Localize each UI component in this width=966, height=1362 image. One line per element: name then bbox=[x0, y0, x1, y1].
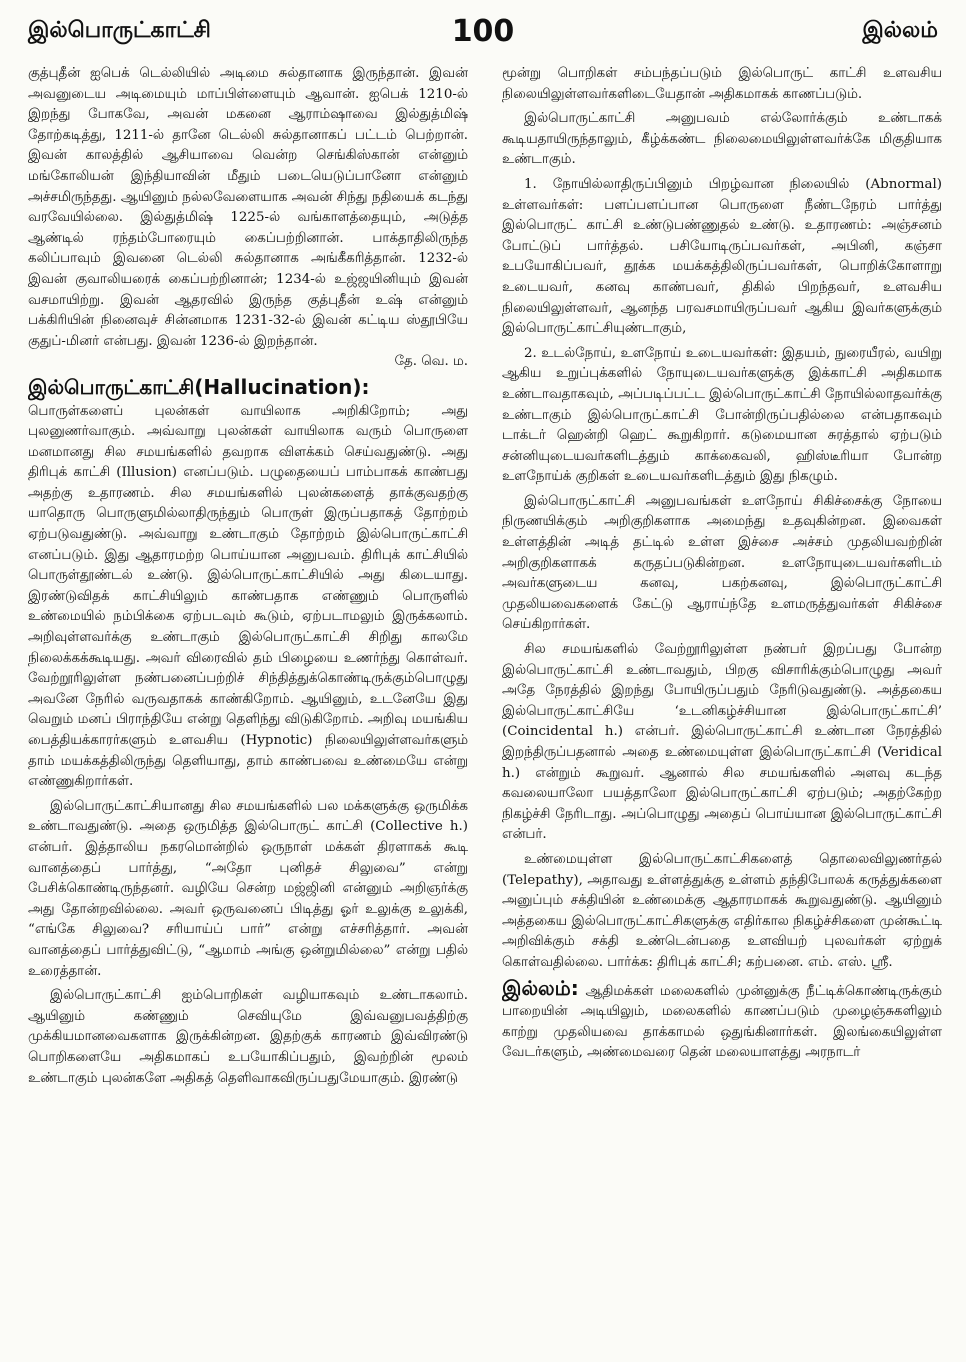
entry-paragraph bbox=[502, 975, 942, 1064]
page-number: 100 bbox=[451, 14, 515, 49]
left-column bbox=[28, 64, 468, 1354]
paragraph: 2. உடல்நோய், உளநோய் உடையவர்கள்: இதயம், நுரையீரல், வயிறு ஆகிய உறுப்புக்களில் நோயுடையவர்களுக்கு இக்காட்சி அதிகமாக உண்டாவதாகவும், அப்படிப்பட்ட இல்பொருட்காட்சி நோயில்லாதவர்க்கு உண்டாகும் இல்பொருட்காட்சி போன்றிருப்பதில்லை என்பதாகவும் டாக்டர் ஹென்றி ஹெட் கூறுகிறார். கடுமையான சுரத்தால் ஏற்படும் சன்னியுடையவர்களிடத்தும் காக்கைவலி, ஹிஸ்டீரியா போன்ற உளநோய்க் குறிகள் உடையவர்களிடத்தும் இது நிகழும். bbox=[502, 345, 942, 485]
paragraph-text: பொருள்களைப் புலன்கள் வாயிலாக அறிகிறோம்; அது புலனுணர்வாகும். அவ்வாறு புலன்கள் வாயிலாக வரும் பொருளை மனமானது சில சமயங்களில் தவறாக விளக்கம் செய்வதுண்டு. அது திரிபுக் காட்சி (Illusion) எனப்படும். பழுதையைப் பாம்பாகக் காண்பது அதற்கு உதாரணம். சில சமயங்களில் புலன்களைத் தாக்குவதற்கு யாதொரு பொருளுமில்லாதிருந்தும் பொருள் இருப்பதாகத் தோற்றம் ஏற்படுவதுண்டு. அவ்வாறு உண்டாகும் தோற்றம் இல்பொருட்காட்சி எனப்படும். இது ஆதாரமற்ற பொய்யான அனுபவம். திரிபுக் காட்சியில் பொருள்தூண்டல் உண்டு. இல்பொருட்காட்சியில் அது கிடையாது. இரண்டுவிதக் காட்சியிலும் காண்பதாக எண்ணும் பொருளில் உண்மையில் நம்பிக்கை ஏற்படவும் கூடும், ஏற்படாமலும் இருக்கலாம். அறிவுள்ளவர்க்கு உண்டாகும் இல்பொருட்காட்சி சிறிது காலமே நிலைக்கக்கூடியது. அவர் விரைவில் தம் பிழையை உணர்ந்து கொள்வர். வேற்றூரிலுள்ள நண்பனைப்பற்றிச் சிந்தித்துக்கொண்டிருக்கும்பொழுது அவனே நேரில் வருவதாகக் காண்கிறோம். ஆயினும், உடனேயே இது வெறும் மனப் பிராந்தியே என்று தெளிந்து விடுகிறோம். அறிவு மயங்கிய பைத்தியக்காரர்களும் உளவசிய (Hypnotic) நிலையிலுள்ளவர்களும் தாம் மயக்கத்திலிருந்து தெளியாது, தாம் காண்பவை உண்மையே என்று எண்ணுகிறார்கள். bbox=[28, 403, 468, 790]
paragraph: இல்பொருட்காட்சியானது சில சமயங்களில் பல மக்களுக்கு ஒருமிக்க உண்டாவதுண்டு. அதை ஒருமித்த இல்பொருட் காட்சி (Collective h.) என்பர். இத்தாலிய நகரமொன்றில் ஒருநாள் மக்கள் திரளாகக் கூடி வானத்தைப் பார்த்து, “அதோ புனிதச் சிலுவை” என்று பேசிக்கொண்டிருந்தனர். வழியே சென்ற மஜ்ஜினி என்னும் அறிஞர்க்கு அது தோன்றவில்லை. அவர் ஒருவனைப் பிடித்து ஓர் உலுக்கு உலுக்கி, “எங்கே சிலுவை? சரியாய்ப் பார்” என்று எச்சரித்தார். அவன் வானத்தைப் பார்த்துவிட்டு, “ஆமாம் அங்கு ஒன்றுமில்லை” என்று பதில் உரைத்தான். bbox=[28, 798, 468, 979]
paragraph bbox=[502, 850, 942, 974]
page-header bbox=[28, 14, 938, 54]
paragraph: இல்பொருட்காட்சி அனுபவங்கள் உளநோய் சிகிச்சைக்கு நோயை நிருணயிக்கும் அறிகுறிகளாக அமைந்து உதவுகின்றன. இவைகள் உள்ளத்தின் அடித் தட்டில் உள்ள இச்சை அச்சம் முதலியவற்றின் அறிகுறிகளாகக் கருதப்படுகின்றன. உளநோயுடையவர்களிடம் அவர்களுடைய கனவு, பகற்கனவு, இல்பொருட்காட்சி முதலியவைகளைக் கேட்டு ஆராய்ந்தே உளமருத்துவர்கள் சிகிச்சை செய்கிறார்கள். bbox=[502, 493, 942, 633]
entry-headword: இல்லம்: bbox=[502, 975, 579, 1000]
see-also: பார்க்க: திரிபுக் காட்சி; கற்பனை. bbox=[607, 954, 804, 970]
paragraph: சில சமயங்களில் வேற்றூரிலுள்ள நண்பர் இறப்பது போன்ற இல்பொருட்காட்சி உண்டாவதும், பிறகு விசாரிக்கும்பொழுது அவர் அதே நேரத்தில் இறந்து போயிருப்பதும் நேரிடுவதுண்டு. அத்தகைய இல்பொருட்காட்சியே ‘உடனிகழ்ச்சியான இல்பொருட்காட்சி’ (Coincidental h.) என்பர். இல்பொருட்காட்சி உண்டான நேரத்தில் இறந்திருப்பதனால் அதை உண்மையுள்ள இல்பொருட்காட்சி (Veridical h.) என்றும் கூறுவர். ஆனால் சில சமயங்களில் அளவு கடந்த கவலையாலோ பயத்தாலோ இல்பொருட்காட்சி ஏற்படும்; அதற்கேற்ற நிகழ்ச்சி நேரிடாது. அப்பொழுது அதைப் பொய்யான இல்பொருட்காட்சி என்பர். bbox=[502, 642, 942, 843]
paragraph-text: ஆதிமக்கள் மலைகளில் முன்னுக்கு நீட்டிக்கொண்டிருக்கும் பாறையின் அடியிலும், மலைகளில் காணப்படும் முழைஞ்சுகளிலும் காற்று முதலியவை தாக்காமல் ஒதுங்கினார்கள். இலங்கையிலுள்ள வேடர்களும், அண்மைவரை தென் மலையாளத்து அரநாடர் bbox=[502, 983, 942, 1061]
paragraph: மூன்று பொறிகள் சம்பந்தப்படும் இல்பொருட் காட்சி உளவசிய நிலையிலுள்ளவர்களிடையேதான் அதிகமாகக் காணப்படும். bbox=[502, 66, 942, 102]
paragraph: இல்பொருட்காட்சி அனுபவம் எல்லோர்க்கும் உண்டாகக் கூடியதாயிருந்தாலும், கீழ்க்கண்ட நிலைமையிலுள்ளவர்க்கே மிகுதியாக உண்டாகும். bbox=[502, 111, 942, 168]
paragraph: 1. நோயில்லாதிருப்பினும் பிறழ்வான நிலையில் (Abnormal) உள்ளவர்கள்: பளப்பளப்பான பொருளை நீண்டநேரம் பார்த்து இல்பொருட் காட்சி உண்டுபண்ணுதல் உண்டு. உதாரணம்: அஞ்சனம் போட்டுப் பார்த்தல். பசியோடிருப்பவர்கள், அபினி, கஞ்சா உபயோகிப்பவர், தூக்க மயக்கத்திலிருப்பவர்கள், பொறிக்கோளாறு உடையவர், கனவு காண்பவர், திகில் பிறந்தவர், உளவசிய நிலையிலுள்ளவர், ஆனந்த பரவசமாயிருப்பவர் ஆகிய இவர்களுக்கும் இல்பொருட்காட்சியுண்டாகும், bbox=[502, 176, 942, 337]
running-head-left: இல்பொருட்காட்சி bbox=[28, 18, 211, 43]
right-column bbox=[502, 64, 942, 1354]
paragraph: இல்பொருட்காட்சி ஐம்பொறிகள் வழியாகவும் உண்டாகலாம். ஆயினும் கண்ணும் செவியுமே இவ்வனுபவத்திற்கு முக்கியமானவைகளாக இருக்கின்றன. இதற்குக் காரணம் இவ்விரண்டு பொறிகளையே அதிகமாகப் உபயோகிப்பதும், இவற்றின் மூலம் உண்டாகும் புலன்களே அதிகத் தெளிவாகவிருப்பதுமேயாகும். இரண்டு bbox=[28, 988, 468, 1086]
author-initials: எம். எஸ். ஸ்ரீ. bbox=[807, 954, 893, 970]
author-initials: தே. வெ. ம. bbox=[394, 354, 468, 370]
paragraph-text: உண்மையுள்ள இல்பொருட்காட்சிகளைத் தொலைவிலுணர்தல் (Telepathy), அதாவது உள்ளத்துக்கு உள்ளம் தந்திபோலக் கருத்துக்களை அனுப்பும் சக்தியின் உண்மைக்கு ஆதாரமாகக் கூறுவதுண்டு. ஆயினும் அத்தகைய இல்பொருட்காட்சிகளுக்கு எதிர்கால நிகழ்ச்சிகளை முன்கூட்டி அறிவிக்கும் சக்தி உண்டென்பதை உளவியற் புலவர்கள் ஏற்றுக் கொள்வதில்லை. bbox=[502, 851, 942, 970]
entry-english-term: (Hallucination): bbox=[194, 374, 370, 399]
running-head-right: இல்லம் bbox=[862, 18, 938, 43]
entry-headword: இல்பொருட்காட்சி bbox=[28, 374, 195, 399]
paragraph bbox=[28, 64, 468, 373]
paragraph-text: குத்புதீன் ஐபெக் டெல்லியில் அடிமை சுல்தானாக இருந்தான். இவன் அவனுடைய அடிமையும் மாப்பிள்ளையும் ஆவான். ஐபெக் 1210-ல் இறந்து போகவே, அவன் மகனை ஆராம்ஷாவை இல்துத்மிஷ் தோற்கடித்து, 1211-ல் தானே டெல்லி சுல்தானாகப் பட்டம் பெற்றான். இவன் காலத்தில் ஆசியாவை வென்ற செங்கிஸ்கான் என்னும் மங்கோலியன் இந்தியாவின் மீதும் படையெடுப்பானோ என்னும் அச்சமிருந்தது. ஆயினும் நல்லவேளையாக அவன் சிந்து நதியைக் கடந்து வரவேயில்லை. இல்துத்மிஷ் 1225-ல் வங்காளத்தையும், அடுத்த ஆண்டில் ரந்தம்போரையும் கைப்பற்றினான். பாக்தாதிலிருந்த கலிப்பாவும் இவனை டெல்லி சுல்தானாக அங்கீகரித்தான். 1232-ல் இவன் குவாலியரைக் கைப்பற்றினான்; 1234-ல் உஜ்ஜயினியும் இவன் வசமாயிற்று. இவன் ஆதரவில் இருந்த குத்புதீன் உஷ் என்னும் பக்கிரியின் நினைவுச் சின்னமாக 1231-32-ல் இவன் கட்டிய ஸ்தூபியே குதுப்-மினர் என்பது. இவன் 1236-ல் இறந்தான். bbox=[28, 66, 468, 349]
entry-paragraph bbox=[28, 374, 468, 793]
